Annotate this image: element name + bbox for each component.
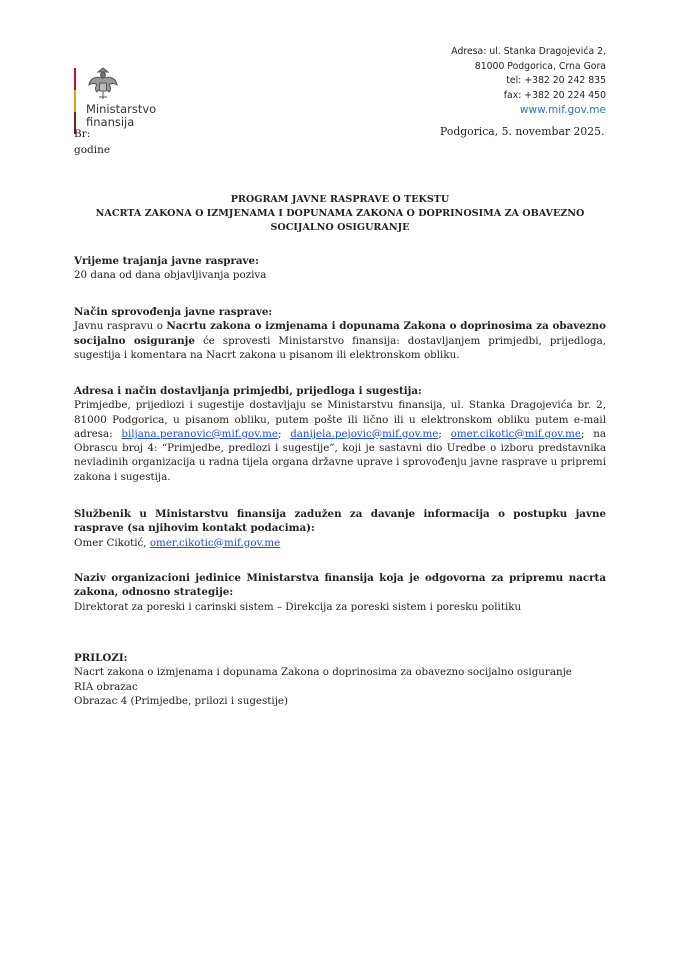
flag-stripe bbox=[74, 68, 76, 134]
attachment-item: Nacrt zakona o izmjenama i dopunama Zakona o doprinosima za obavezno socijalno osiguranje bbox=[74, 666, 572, 679]
document-title bbox=[74, 193, 606, 234]
title-line3: SOCIJALNO OSIGURANJE bbox=[270, 221, 410, 233]
official-email-link[interactable]: omer.cikotic@mif.gov.me bbox=[149, 536, 281, 549]
godine-label: godine bbox=[74, 144, 111, 156]
method-text-post: će sprovesti Ministarstvo finansija: dostavljanjem primjedbi, prijedloga, sugestija i komentara na Nacrt zakona u pisanom ili elektronskom obliku. bbox=[74, 334, 607, 361]
telephone: tel: +382 20 242 835 bbox=[506, 75, 606, 87]
contact-block bbox=[451, 45, 606, 118]
email-link-cikotic[interactable]: omer.cikotic@mif.gov.me bbox=[450, 427, 582, 440]
duration-heading: Vrijeme trajanja javne rasprave: bbox=[74, 255, 259, 267]
attachments-heading: PRILOZI: bbox=[74, 652, 128, 664]
email-link-peranovic[interactable]: biljana.peranovic@mif.gov.me bbox=[121, 427, 278, 440]
reference-number bbox=[74, 126, 110, 158]
title-line1: PROGRAM JAVNE RASPRAVE O TEKSTU bbox=[230, 194, 450, 205]
ministry-name-line2: finansija bbox=[86, 115, 135, 129]
attachments-section bbox=[74, 651, 606, 708]
attachment-item: Obrazac 4 (Primjedbe, prilozi i sugestije) bbox=[74, 694, 289, 707]
submission-heading: Adresa i način dostavljanja primjedbi, prijedloga i sugestija: bbox=[74, 385, 422, 397]
attachment-item: RIA obrazac bbox=[74, 680, 138, 693]
duration-text: 20 dana od dana objavljivanja poziva bbox=[74, 269, 267, 282]
method-heading: Način sprovođenja javne rasprave: bbox=[74, 306, 273, 318]
submission-text-post: ; na Obrascu broj 4: “Primjedbe, predlozi i sugestije”, koji je sastavni dio Uredbe o izboru predstavnika nevladinih organizacija u radna tijela organa državne uprave i sprovođenju javne rasprave u pripremi zakona i sugestija. bbox=[74, 427, 607, 483]
method-section bbox=[74, 305, 606, 362]
coat-of-arms-icon bbox=[86, 66, 120, 102]
website-link[interactable]: www.mif.gov.me bbox=[519, 104, 606, 117]
duration-section bbox=[74, 254, 606, 283]
submission-text-pre: Primjedbe, prijedlozi i sugestije dostavljaju se Ministarstvu finansija, ul. Stanka Dragojevića br. 2, 81000 Podgorica, u pisanom obliku, putem pošte ili lično ili u elektronskom obliku putem e-mail adresa: bbox=[74, 399, 606, 440]
fax: fax: +382 20 224 450 bbox=[503, 89, 606, 101]
br-label: Br: bbox=[74, 128, 91, 140]
official-section bbox=[74, 507, 606, 550]
submission-section bbox=[74, 384, 606, 484]
title-line2: NACRTA ZAKONA O IZMJENAMA I DOPUNAMA ZAKONA O DOPRINOSIMA ZA OBAVEZNO bbox=[95, 207, 585, 219]
document-date: Podgorica, 5. novembar 2025. bbox=[440, 125, 605, 138]
method-text-bold: Nacrtu zakona o izmjenama i dopunama Zakona o doprinosima za obavezno socijalno osiguranje bbox=[74, 320, 606, 347]
email-link-pejovic[interactable]: danijela.pejovic@mif.gov.me bbox=[290, 427, 439, 440]
official-name: Omer Cikotić, bbox=[74, 536, 150, 549]
ministry-name-line1: Ministarstvo bbox=[86, 102, 157, 116]
separator: ; bbox=[438, 427, 451, 440]
separator: ; bbox=[277, 427, 291, 440]
official-heading: Službenik u Ministarstvu finansija zadužen za davanje informacija o postupku javne rasprave (sa njihovim kontakt podacima): bbox=[74, 508, 606, 535]
address-line1: Adresa: ul. Stanka Dragojevića 2, bbox=[451, 46, 606, 57]
method-text-pre: Javnu raspravu o bbox=[74, 320, 167, 333]
unit-text: Direktorat za poreski i carinski sistem – Direkcija za poreski sistem i poresku politiku bbox=[74, 600, 522, 613]
unit-heading: Naziv organizacioni jedinice Ministarstva finansija koja je odgovorna za pripremu nacrta zakona, odnosno strategije: bbox=[74, 572, 606, 599]
address-line2: 81000 Podgorica, Crna Gora bbox=[474, 60, 606, 72]
unit-section bbox=[74, 571, 606, 614]
